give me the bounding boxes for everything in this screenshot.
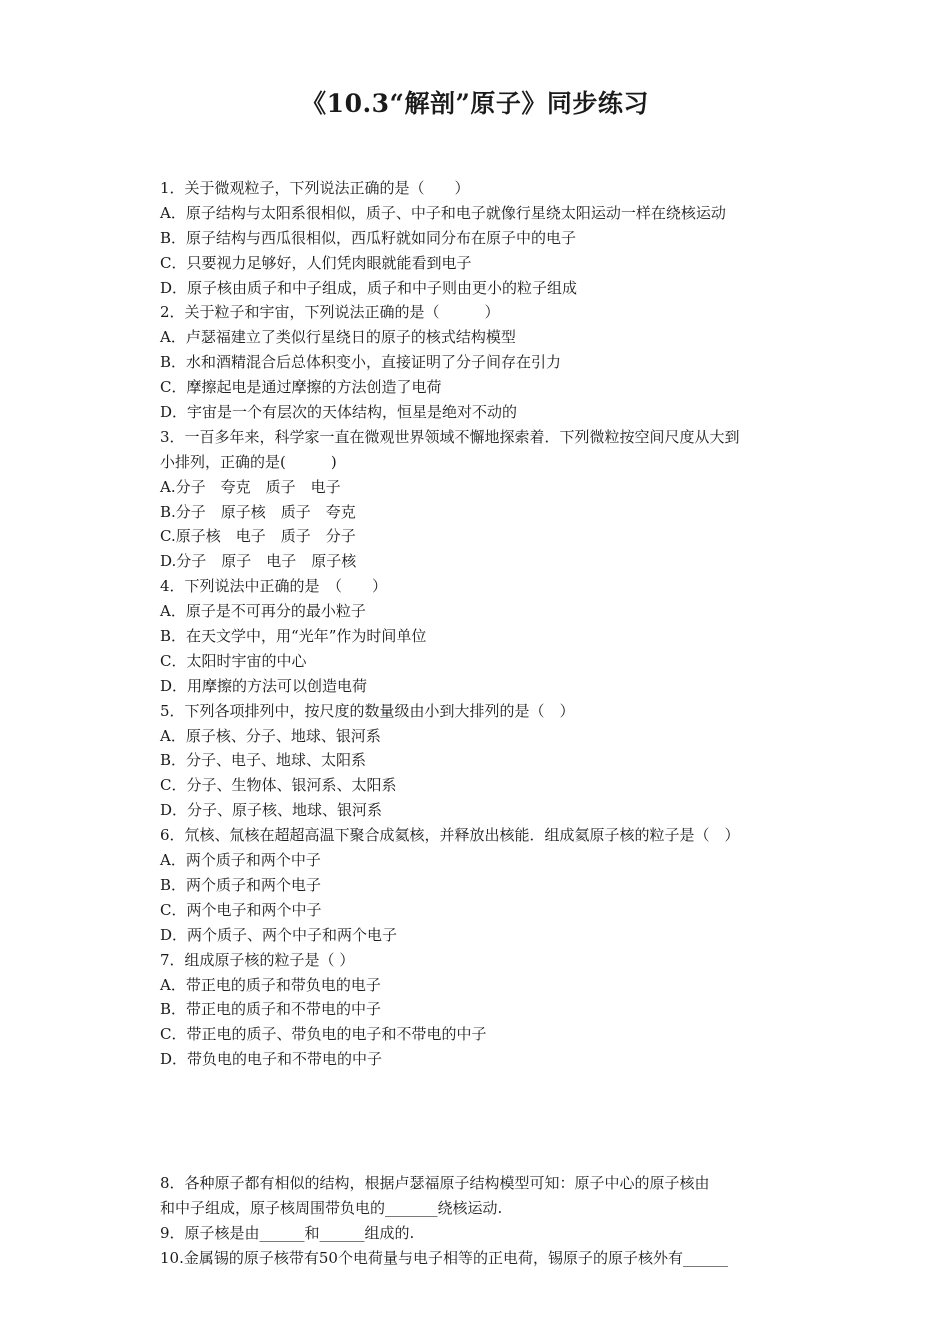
question-4-option-c: C．太阳时宇宙的中心 bbox=[160, 651, 307, 670]
question-1-option-c: C．只要视力足够好，人们凭肉眼就能看到电子 bbox=[160, 253, 472, 272]
question-6-stem: 6．氘核、氚核在超超高温下聚合成氦核，并释放出核能．组成氦原子核的粒子是（ ） bbox=[160, 826, 740, 845]
question-3-stem-cont: 小排列，正确的是( ) bbox=[160, 452, 337, 471]
question-4-stem: 4．下列说法中正确的是 （ ） bbox=[160, 577, 388, 596]
question-1-option-b: B．原子结构与西瓜很相似，西瓜籽就如同分布在原子中的电子 bbox=[160, 228, 577, 247]
question-7-stem: 7．组成原子核的粒子是（ ） bbox=[160, 950, 355, 969]
question-6-option-b: B．两个质子和两个电子 bbox=[160, 875, 322, 894]
question-3-option-a: A.分子 夸克 质子 电子 bbox=[160, 477, 341, 496]
question-2-stem: 2．关于粒子和宇宙，下列说法正确的是（ ） bbox=[160, 303, 500, 322]
question-1-option-a: A．原子结构与太阳系很相似，质子、中子和电子就像行星绕太阳运动一样在绕核运动 bbox=[160, 203, 726, 222]
question-7-option-c: C．带正电的质子、带负电的电子和不带电的中子 bbox=[160, 1025, 487, 1044]
question-7-option-d: D．带负电的电子和不带电的中子 bbox=[160, 1050, 383, 1069]
question-8-stem-cont: 和中子组成，原子核周围带负电的_______绕核运动. bbox=[160, 1198, 503, 1217]
question-6-option-a: A．两个质子和两个中子 bbox=[160, 851, 321, 870]
question-2-option-a: A．卢瑟福建立了类似行星绕日的原子的核式结构模型 bbox=[160, 328, 516, 347]
question-7-option-b: B．带正电的质子和不带电的中子 bbox=[160, 1000, 382, 1019]
question-2-option-d: D．宇宙是一个有层次的天体结构，恒星是绝对不动的 bbox=[160, 403, 518, 422]
question-5-option-a: A．原子核、分子、地球、银河系 bbox=[160, 726, 381, 745]
question-3-option-b: B.分子 原子核 质子 夸克 bbox=[160, 502, 356, 521]
question-4-option-b: B．在天文学中，用“光年”作为时间单位 bbox=[160, 627, 427, 646]
question-4-option-d: D．用摩擦的方法可以创造电荷 bbox=[160, 676, 368, 695]
question-8-stem: 8．各种原子都有相似的结构，根据卢瑟福原子结构模型可知：原子中心的原子核由 bbox=[160, 1174, 710, 1193]
question-1-stem: 1．关于微观粒子，下列说法正确的是（ ） bbox=[160, 179, 470, 197]
question-6-option-d: D．两个质子、两个中子和两个电子 bbox=[160, 925, 398, 944]
question-6-option-c: C．两个电子和两个中子 bbox=[160, 900, 322, 919]
question-5-option-d: D．分子、原子核、地球、银河系 bbox=[160, 801, 383, 820]
question-3-stem: 3．一百多年来，科学家一直在微观世界领域不懈地探索着．下列微粒按空间尺度从大到 bbox=[160, 427, 740, 446]
question-7-option-a: A．带正电的质子和带负电的电子 bbox=[160, 975, 381, 994]
question-10-stem: 10.金属锡的原子核带有50个电荷量与电子相等的正电荷，锡原子的原子核外有______ bbox=[160, 1248, 728, 1267]
question-3-option-c: C.原子核 电子 质子 分子 bbox=[160, 527, 356, 546]
question-1-option-d: D．原子核由质子和中子组成，质子和中子则由更小的粒子组成 bbox=[160, 278, 578, 297]
question-2-option-b: B．水和酒精混合后总体积变小，直接证明了分子间存在引力 bbox=[160, 353, 562, 372]
page-title: 《10.3“解剖”原子》同步练习 bbox=[301, 89, 649, 118]
question-4-option-a: A．原子是不可再分的最小粒子 bbox=[160, 602, 366, 621]
question-3-option-d: D.分子 原子 电子 原子核 bbox=[160, 552, 357, 571]
question-list bbox=[160, 176, 800, 1271]
section-gap bbox=[160, 1072, 800, 1171]
question-5-option-c: C．分子、生物体、银河系、太阳系 bbox=[160, 776, 397, 795]
question-5-stem: 5．下列各项排列中，按尺度的数量级由小到大排列的是（ ） bbox=[160, 701, 575, 720]
question-2-option-c: C．摩擦起电是通过摩擦的方法创造了电荷 bbox=[160, 378, 442, 397]
question-5-option-b: B．分子、电子、地球、太阳系 bbox=[160, 751, 367, 770]
question-9-stem: 9．原子核是由______和______组成的. bbox=[160, 1223, 415, 1242]
